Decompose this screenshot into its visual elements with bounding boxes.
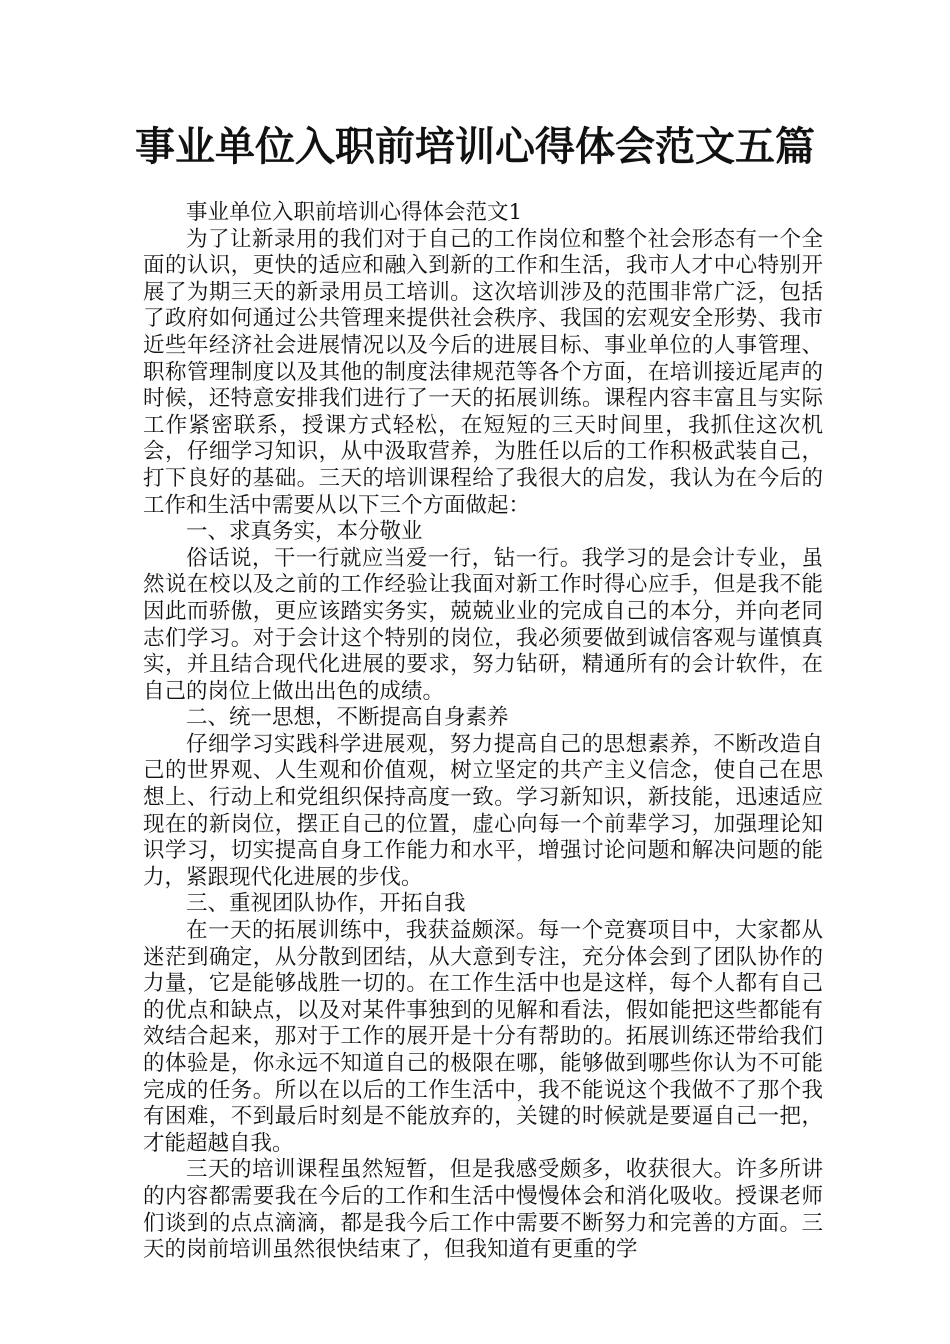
section-subtitle: 事业单位入职前培训心得体会范文1 [186,200,523,225]
section-heading-3: 三、重视团队协作，开拓自我 [186,891,466,917]
body-paragraph: 三天的培训课程虽然短暂，但是我感受颇多，收获很大。许多所讲的内容都需要我在今后的工作和生活中慢慢体会和消化吸收。授课老师们谈到的点点滴滴，都是我今后工作中需要不断努力和完善的方面。三天的岗前培训虽然很快结束了，但我知道有更重的学 [143,1157,823,1263]
body-paragraph: 为了让新录用的我们对于自己的工作岗位和整个社会形态有一个全面的认识，更快的适应和融入到新的工作和生活，我市人才中心特别开展了为期三天的新录用员工培训。这次培训涉及的范围非常广泛，包括了政府如何通过公共管理来提供社会秩序、我国的宏观安全形势、我市近些年经济社会进展情况以及今后的进展目标、事业单位的人事管理、职称管理制度以及其他的制度法律规范等各个方面，在培训接近尾声的时候，还特意安排我们进行了一天的拓展训练。课程内容丰富且与实际工作紧密联系，授课方式轻松，在短短的三天时间里，我抓住这次机会，仔细学习知识，从中汲取营养，为胜任以后的工作积极武装自己，打下良好的基础。三天的培训课程给了我很大的启发，我认为在今后的工作和生活中需要从以下三个方面做起： [143,226,823,518]
document-title: 事业单位入职前培训心得体会范文五篇 [135,124,815,170]
body-paragraph: 俗话说，干一行就应当爱一行，钻一行。我学习的是会计专业，虽然说在校以及之前的工作经验让我面对新工作时得心应手，但是我不能因此而骄傲，更应该踏实务实，兢兢业业的完成自己的本分，并向老同志们学习。对于会计这个特别的岗位，我必须要做到诚信客观与谨慎真实，并且结合现代化进展的要求，努力钻研，精通所有的会计软件，在自己的岗位上做出出色的成绩。 [143,545,823,704]
section-heading-2: 二、统一思想，不断提高自身素养 [186,705,509,731]
body-paragraph: 仔细学习实践科学进展观，努力提高自己的思想素养，不断改造自己的世界观、人生观和价值观，树立坚定的共产主义信念，使自己在思想上、行动上和党组织保持高度一致。学习新知识，新技能，迅速适应现在的新岗位，摆正自己的位置，虚心向每一个前辈学习，加强理论知识学习，切实提高自身工作能力和水平，增强讨论问题和解决问题的能力，紧跟现代化进展的步伐。 [143,731,823,890]
body-paragraph: 在一天的拓展训练中，我获益颇深。每一个竞赛项目中，大家都从迷茫到确定，从分散到团结，从大意到专注，充分体会到了团队协作的力量，它是能够战胜一切的。在工作生活中也是这样，每个人都有自己的优点和缺点，以及对某件事独到的见解和看法，假如能把这些都能有效结合起来，那对于工作的展开是十分有帮助的。拓展训练还带给我们的体验是，你永远不知道自己的极限在哪，能够做到哪些你认为不可能完成的任务。所以在以后的工作生活中，我不能说这个我做不了那个我有困难，不到最后时刻是不能放弃的，关键的时候就是要逼自己一把，才能超越自我。 [143,918,823,1156]
document-body [143,200,823,1264]
section-heading-1: 一、求真务实，本分敬业 [186,519,423,545]
